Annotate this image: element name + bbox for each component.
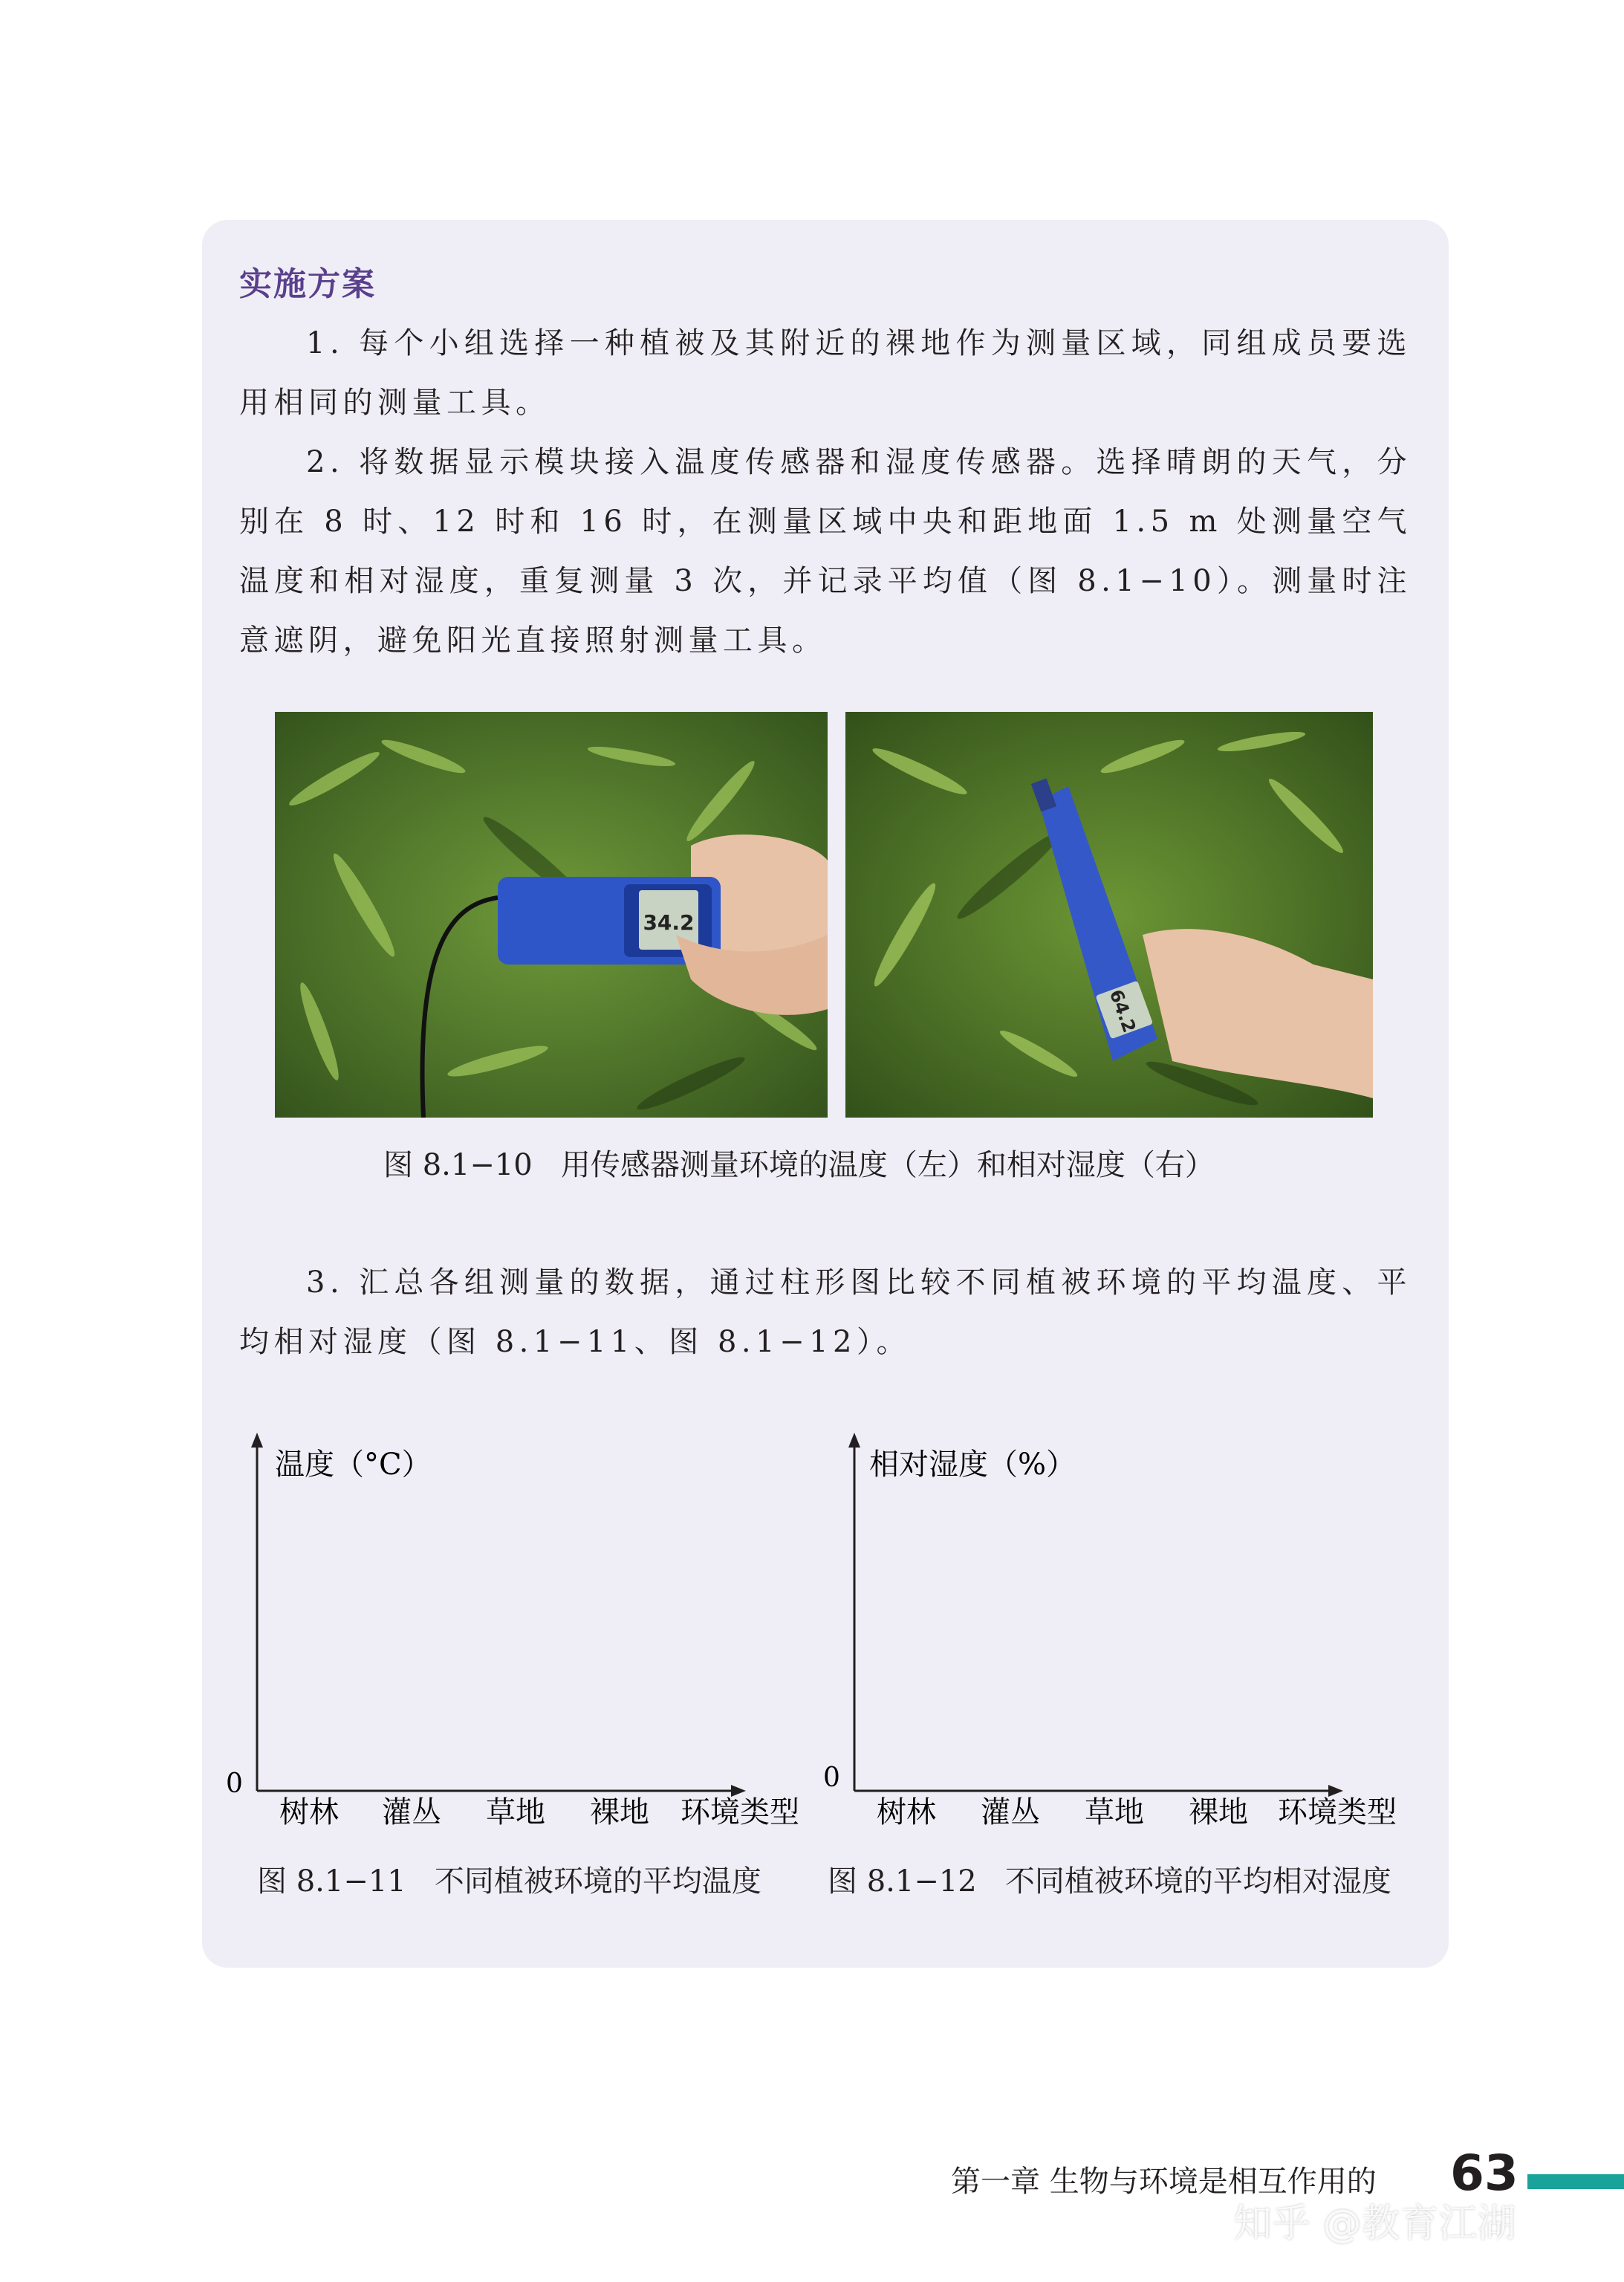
category-label: 草地 [486,1795,545,1829]
category-label: 树林 [279,1795,339,1829]
origin-label: 0 [226,1769,243,1799]
section-heading: 实施方案 [239,265,376,303]
right-display-value: 64.2 [1105,987,1140,1036]
accent-bar [1527,2174,1624,2189]
category-label: 灌丛 [382,1795,441,1829]
figure-10-caption: 图 8.1−10 用传感器测量环境的温度（左）和相对湿度（右） [383,1148,1215,1182]
y-axis-arrow [848,1433,860,1448]
chapter-title: 第一章 生物与环境是相互作用的 [951,2165,1377,2199]
paragraph-step-1: 1. 每个小组选择一种植被及其附近的裸地作为测量区域，同组成员要选用相同的测量工具。 [239,326,1412,420]
paragraph-step-2: 2. 将数据显示模块接入温度传感器和湿度传感器。选择晴朗的天气，分别在 8 时、12 时和 16 时，在测量区域中央和距地面 1.5 m 处测量空气温度和相对湿度，重复测量 3 次，并记录平均值（图 8.1−10）。测量时注意遮阴，避免阳光直接照射测量工具。 [239,445,1412,658]
chart-average-humidity [813,1427,1437,1843]
photo-humidity-sensor [845,712,1373,1118]
category-label: 灌丛 [981,1795,1040,1829]
y-axis-label: 温度（°C） [275,1448,432,1482]
y-axis-arrow [251,1433,263,1448]
x-axis-label: 环境类型 [1278,1795,1397,1829]
paragraph-step-3: 3. 汇总各组测量的数据，通过柱形图比较不同植被环境的平均温度、平均相对湿度（图 8.1−11、图 8.1−12）。 [239,1265,1412,1359]
y-axis-label: 相对湿度（%） [869,1448,1076,1482]
category-label: 裸地 [1189,1795,1248,1829]
left-display-value: 34.2 [643,910,695,935]
figure-11-caption: 图 8.1−11 不同植被环境的平均温度 [257,1864,761,1899]
photo-temperature-sensor [275,712,828,1118]
origin-label: 0 [823,1763,840,1793]
watermark: 知乎 @教育江湖 [1233,2202,1516,2246]
page-number: 63 [1450,2145,1519,2202]
category-label: 裸地 [590,1795,649,1829]
chart-average-temperature [215,1427,825,1843]
category-label: 草地 [1085,1795,1144,1829]
figure-12-caption: 图 8.1−12 不同植被环境的平均相对湿度 [828,1864,1391,1899]
x-axis-label: 环境类型 [681,1795,799,1829]
category-label: 树林 [877,1795,936,1829]
